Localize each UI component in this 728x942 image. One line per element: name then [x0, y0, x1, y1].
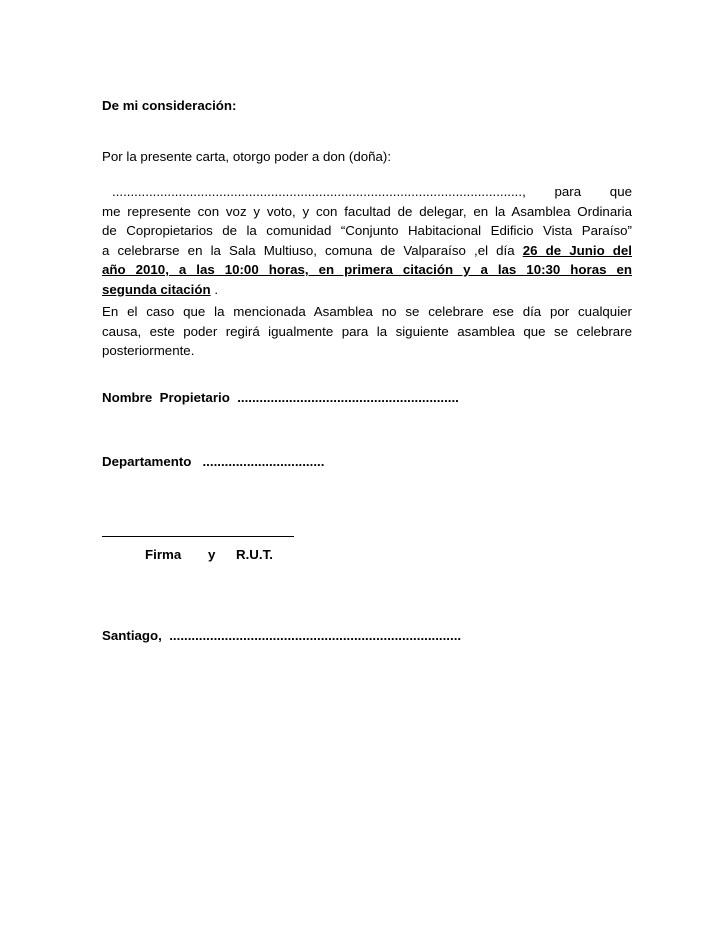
proxy-line-6-tail: .	[210, 281, 219, 297]
proxy-line-2: me represente con voz y voto, y con facultad de delegar, en la Asamblea Ordinaria	[102, 203, 632, 219]
proxy-line-4-text: a celebrarse en la Sala Multiuso, comuna de Valparaíso ,el día	[102, 242, 523, 258]
city-date-field: Santiago, ...............................................................................	[102, 628, 462, 643]
fallback-line-2: causa, este poder regirá igualmente para la siguiente asamblea que se celebrare	[102, 323, 632, 339]
second-call: segunda citación	[102, 281, 211, 297]
signature-label-y: y	[208, 547, 216, 562]
proxy-paragraph	[102, 182, 632, 299]
fallback-line-3: posteriormente.	[102, 343, 195, 358]
fallback-line-1: En el caso que la mencionada Asamblea no se celebrare ese día por cualquier	[102, 304, 632, 319]
meeting-times: año 2010, a las 10:00 horas, en primera citación y a las 10:30 horas en	[102, 262, 632, 277]
proxy-dotted-line: ..............................................................................................................., para que	[112, 184, 632, 199]
fallback-paragraph	[102, 302, 632, 361]
meeting-date: 26 de Junio del	[522, 242, 633, 258]
signature-line	[102, 536, 294, 537]
intro-line: Por la presente carta, otorgo poder a don (doña):	[102, 149, 392, 164]
proxy-line-3: de Copropietarios de la comunidad “Conjunto Habitacional Edificio Vista Paraíso”	[102, 223, 632, 238]
greeting: De mi consideración:	[102, 98, 237, 113]
signature-label-rut: R.U.T.	[236, 547, 273, 562]
proxy-line-4	[102, 241, 632, 261]
proxy-line-6	[102, 280, 632, 300]
owner-name-field: Nombre Propietario ............................................................	[102, 390, 459, 405]
department-field: Departamento .................................	[102, 454, 325, 469]
signature-label-firma: Firma	[145, 547, 182, 562]
